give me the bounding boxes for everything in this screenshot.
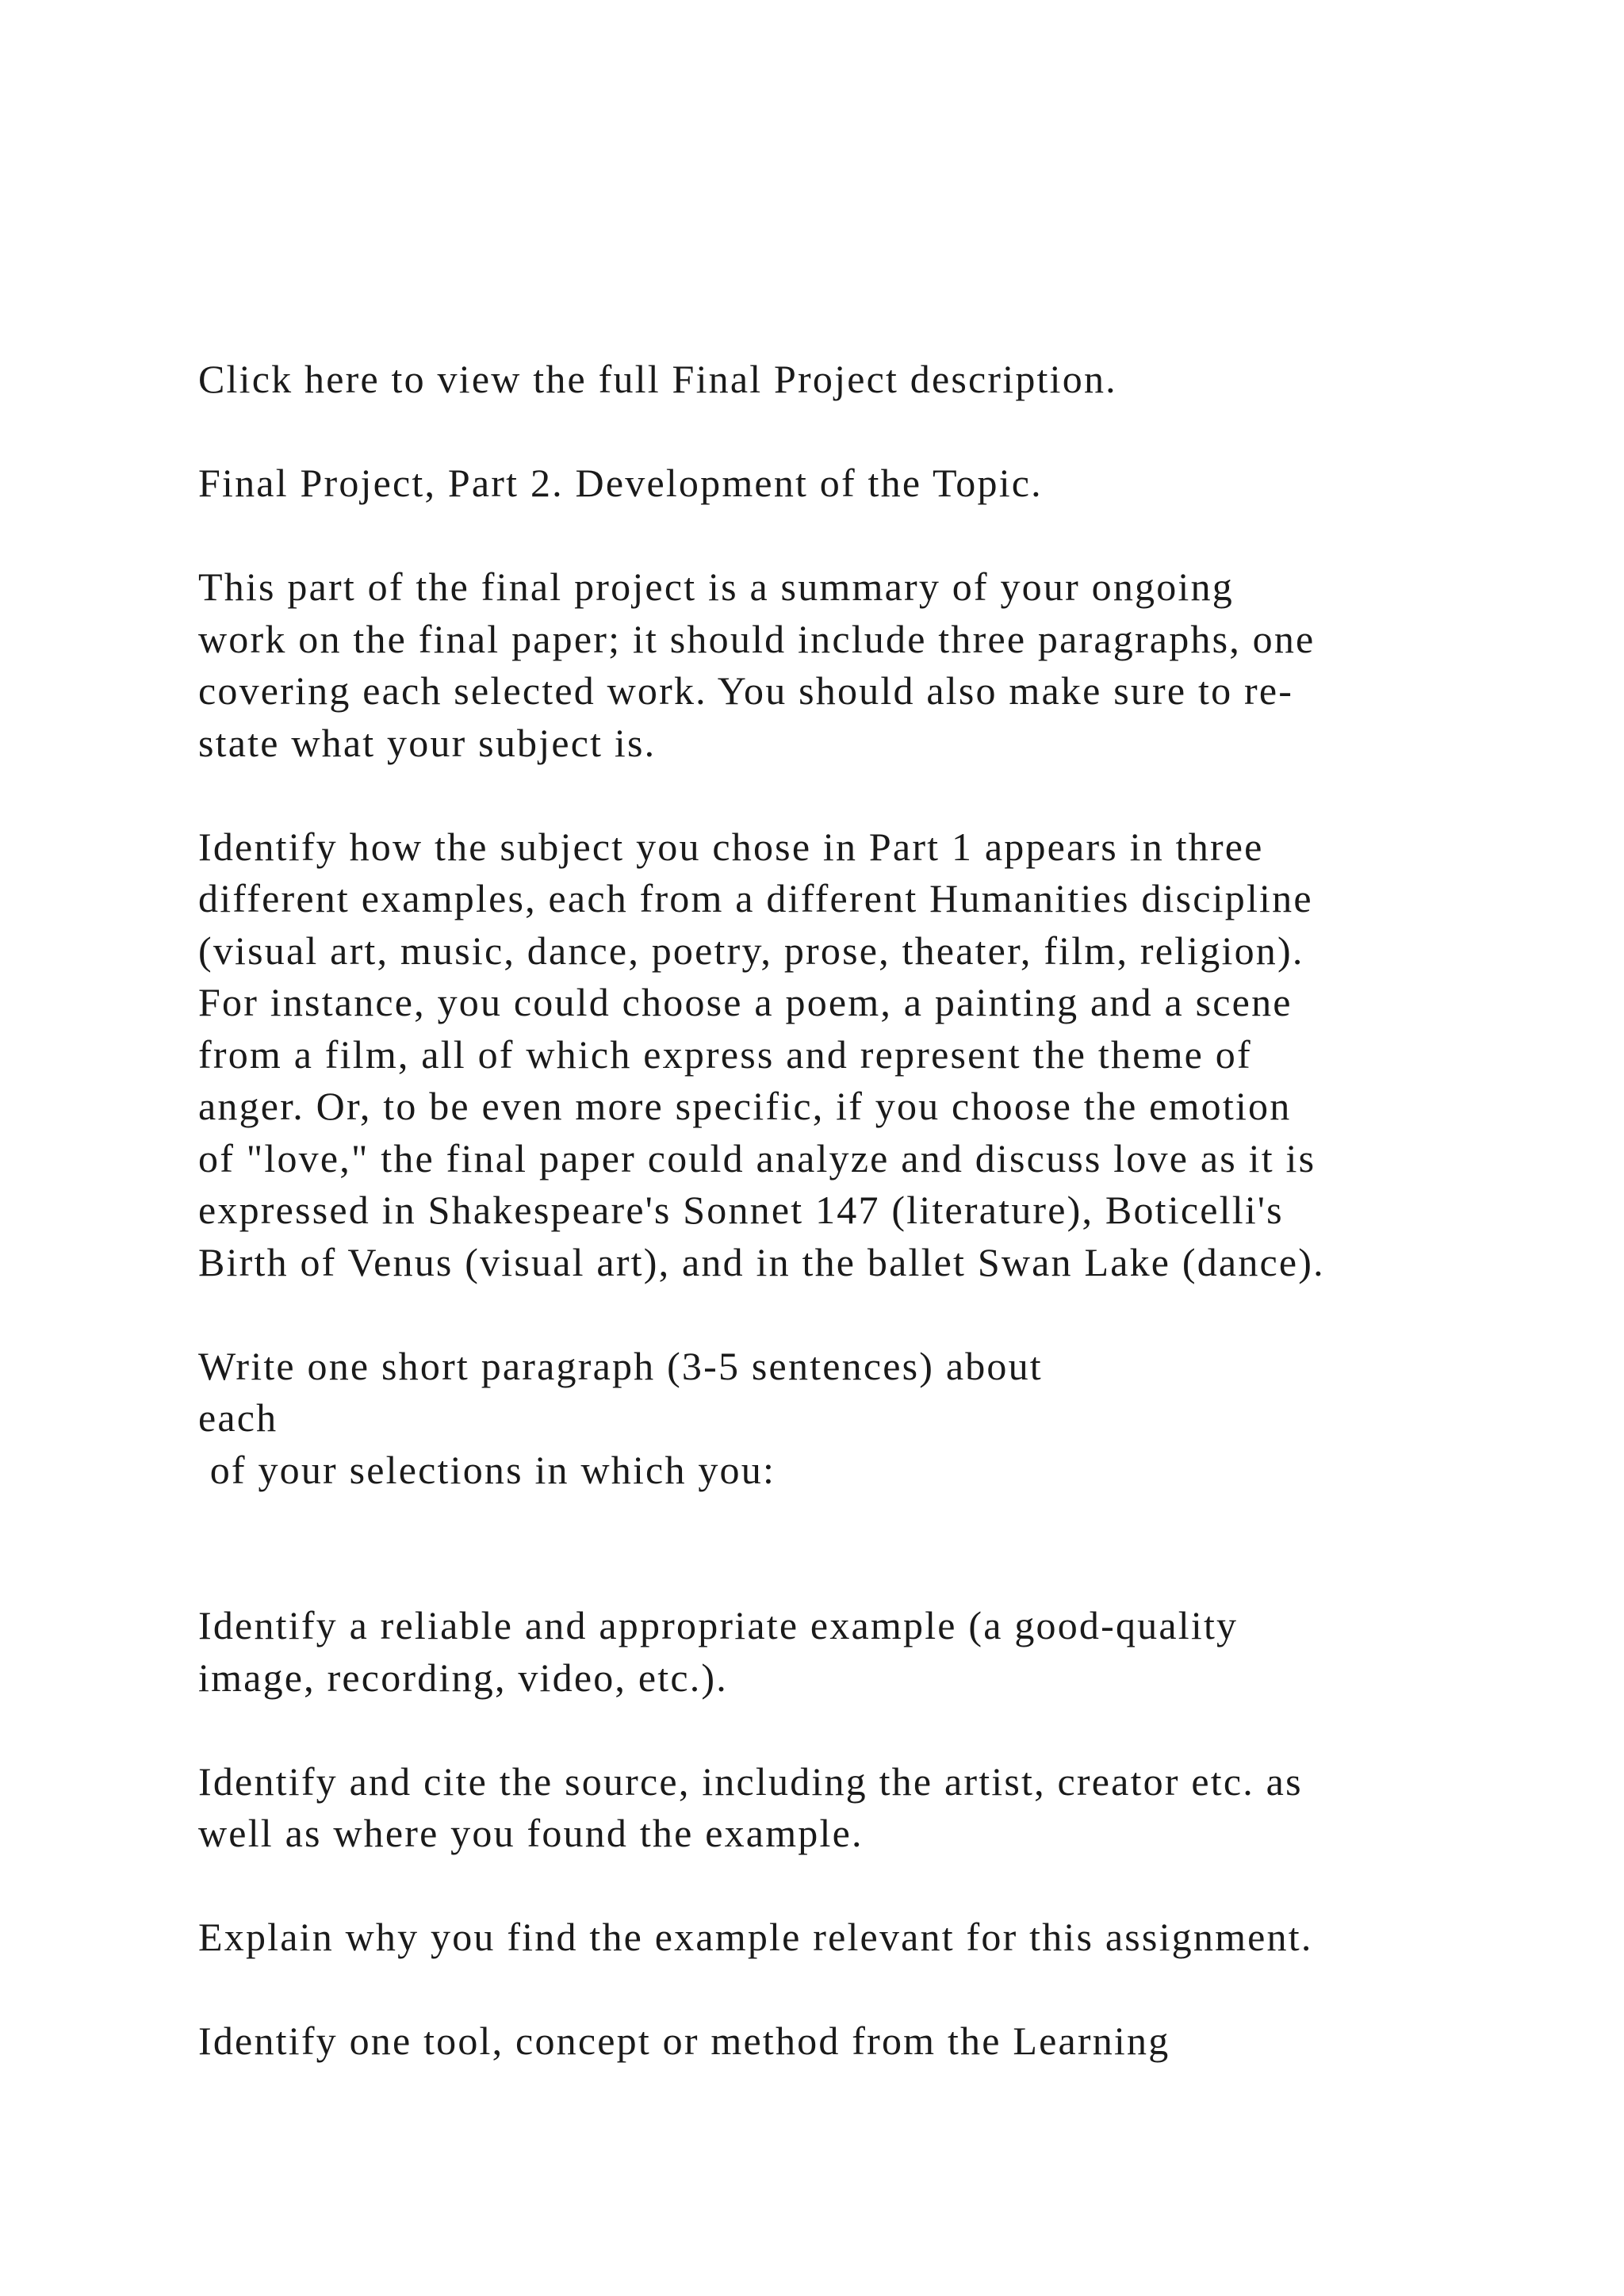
write-line: Write one short paragraph (3-5 sentences) about [198, 1343, 1043, 1388]
document-body [198, 354, 1507, 2068]
identify-line: Birth of Venus (visual art), and in the ballet Swan Lake (dance). [198, 1239, 1325, 1284]
section-heading: Final Project, Part 2. Development of the Topic. [198, 461, 1043, 505]
spacer [198, 1496, 1507, 1600]
final-project-description-link[interactable]: Click here to view the full Final Project description. [198, 357, 1117, 401]
spacer [198, 1704, 1507, 1756]
list-item [198, 1911, 1507, 1964]
list-item [198, 1756, 1507, 1860]
intro-line: work on the final paper; it should include three paragraphs, one [198, 616, 1316, 661]
list-item-line: well as where you found the example. [198, 1811, 864, 1855]
identify-paragraph [198, 821, 1507, 1289]
spacer [198, 1288, 1507, 1341]
write-paragraph [198, 1341, 1507, 1497]
intro-line: This part of the final project is a summary of your ongoing [198, 564, 1234, 609]
identify-line: different examples, each from a different Humanities discipline [198, 876, 1313, 920]
list-item-line: image, recording, video, etc.). [198, 1655, 728, 1700]
list-item [198, 1600, 1507, 1704]
intro-line: covering each selected work. You should also make sure to re- [198, 668, 1294, 713]
identify-line: of "love," the final paper could analyze and discuss love as it is [198, 1135, 1316, 1181]
identify-line: Identify how the subject you chose in Part 1 appears in three [198, 824, 1264, 869]
spacer [198, 510, 1507, 562]
list-item-line: Identify and cite the source, including the artist, creator etc. as [198, 1758, 1303, 1804]
intro-line: state what your subject is. [198, 720, 657, 765]
identify-line: (visual art, music, dance, poetry, prose, theater, film, religion). [198, 928, 1304, 973]
spacer [198, 1860, 1507, 1912]
identify-line: from a film, all of which express and represent the theme of [198, 1031, 1252, 1077]
write-line: each [198, 1395, 278, 1440]
write-line: of your selections in which you: [198, 1447, 776, 1492]
list-item-line: Identify a reliable and appropriate example (a good-quality [198, 1603, 1239, 1647]
list-item-line: Identify one tool, concept or method from the Learning [198, 2019, 1170, 2063]
intro-paragraph [198, 561, 1507, 769]
spacer [198, 769, 1507, 821]
identify-line: expressed in Shakespeare's Sonnet 147 (literature), Boticelli's [198, 1188, 1284, 1232]
identify-line: For instance, you could choose a poem, a painting and a scene [198, 980, 1293, 1024]
spacer [198, 1964, 1507, 2016]
list-item-line: Explain why you find the example relevant for this assignment. [198, 1915, 1313, 1959]
list-item [198, 2015, 1507, 2068]
spacer [198, 406, 1507, 458]
identify-line: anger. Or, to be even more specific, if you choose the emotion [198, 1084, 1292, 1128]
